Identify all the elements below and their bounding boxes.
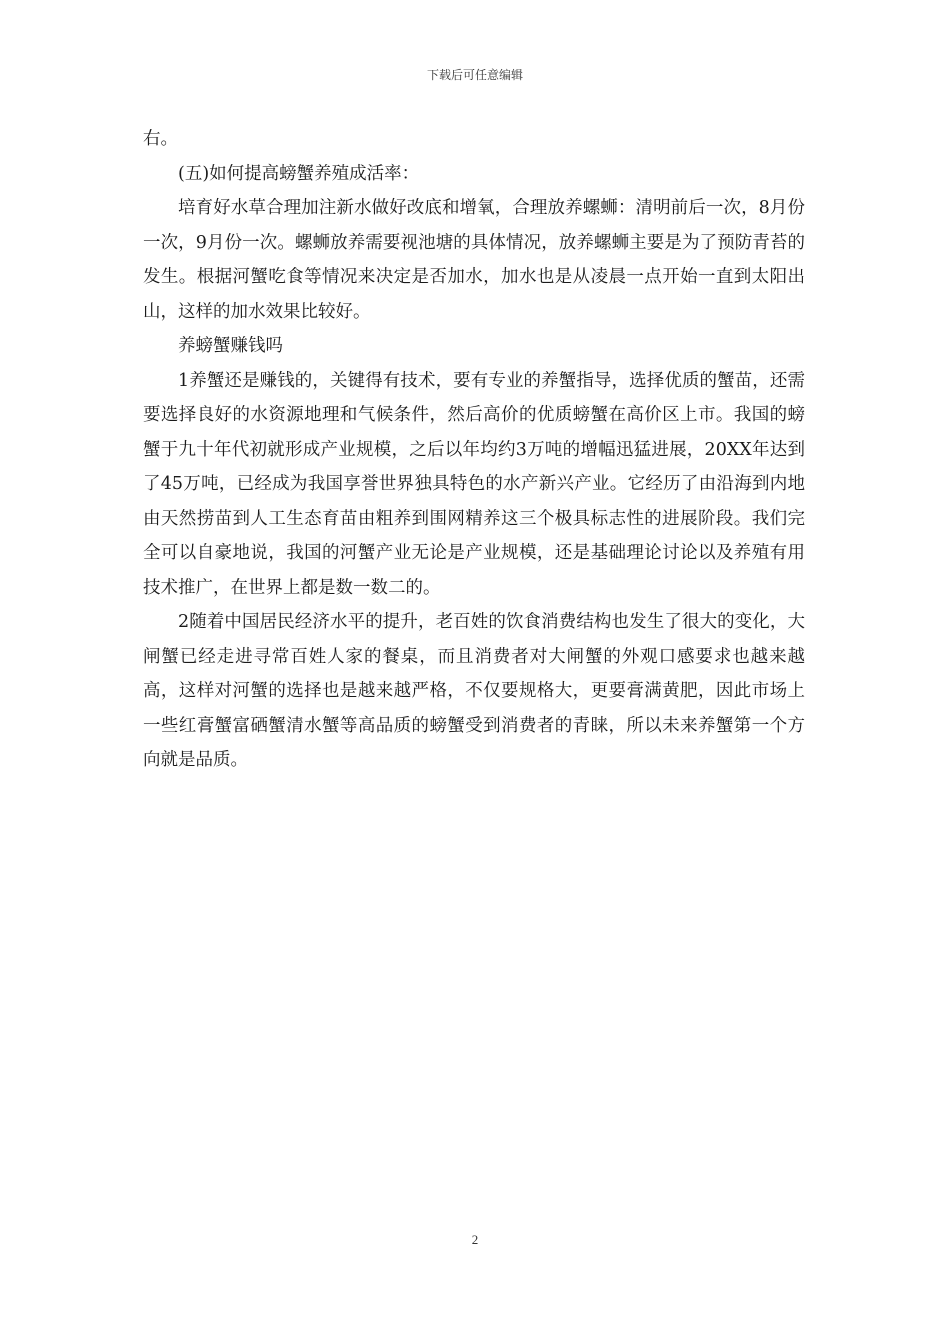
paragraph-continuation: 右。 (143, 129, 178, 149)
section-heading-survival-rate: (五)如何提高螃蟹养殖成活率： (178, 163, 420, 184)
paragraph-water-grass: 培育好水草合理加注新水做好改底和增氧，合理放养螺蛳：清明前后一次，8月份一次，9月份一次。螺蛳放养需要视池塘的具体情况，放养螺蛳主要是为了预防青苔的发生。根据河蟹吃食等情况来决定是否加水，加水也是从凌晨一点开始一直到太阳出山，这样的加水效果比较好。 (143, 198, 805, 322)
paragraph-point-2: 2随着中国居民经济水平的提升，老百姓的饮食消费结构也发生了很大的变化，大闸蟹已经走进寻常百姓人家的餐桌，而且消费者对大闸蟹的外观口感要求也越来越高，这样对河蟹的选择也是越来越严格，不仅要规格大，更要膏满黄肥，因此市场上一些红膏蟹富硒蟹清水蟹等高品质的螃蟹受到消费者的青睐，所以未来养蟹第一个方向就是品质。 (143, 612, 805, 770)
paragraph-point-1: 1养蟹还是赚钱的，关键得有技术，要有专业的养蟹指导，选择优质的蟹苗，还需要选择良好的水资源地理和气候条件，然后高价的优质螃蟹在高价区上市。我国的螃蟹于九十年代初就形成产业规模，之后以年均约3万吨的增幅迅猛进展，20XX年达到了45万吨，已经成为我国享誉世界独具特色的水产新兴产业。它经历了由沿海到内地由天然捞苗到人工生态育苗由粗养到围网精养这三个极具标志性的进展阶段。我们完全可以自豪地说，我国的河蟹产业无论是产业规模，还是基础理论讨论以及养殖有用技术推广，在世界上都是数一数二的。 (143, 370, 805, 598)
page-number: 2 (471, 1232, 479, 1247)
page-header: 下载后可任意编辑 (426, 68, 523, 82)
document-body (143, 122, 805, 778)
section-heading-profit: 养螃蟹赚钱吗 (178, 336, 283, 356)
